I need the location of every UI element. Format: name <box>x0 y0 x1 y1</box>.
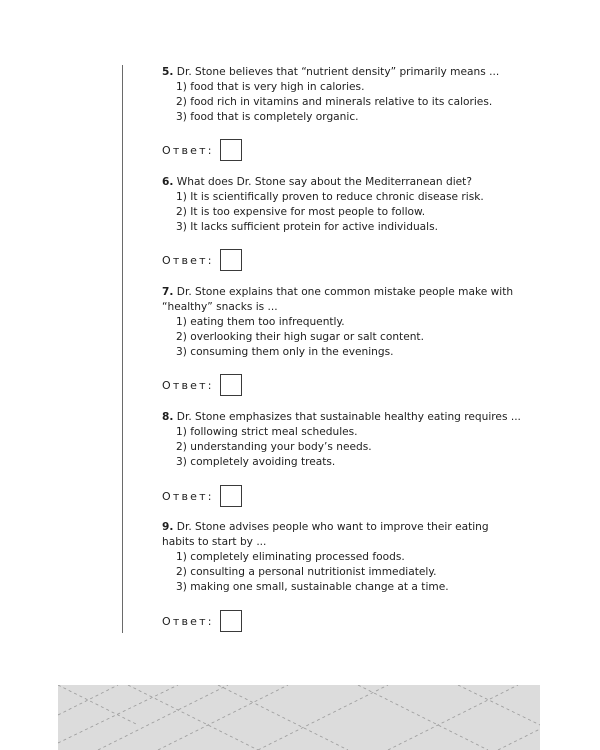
answer-label: Ответ: <box>162 378 214 392</box>
answer-row-9 <box>162 609 242 633</box>
option-list <box>162 315 502 360</box>
answer-row-7 <box>162 373 242 397</box>
answer-box[interactable] <box>220 485 242 507</box>
option-2: 2) food rich in vitamins and minerals relative to its calories. <box>176 96 493 108</box>
option-2: 2) It is too expensive for most people to follow. <box>176 206 426 218</box>
question-number: 5. <box>162 66 174 78</box>
question-number: 9. <box>162 521 174 533</box>
question-stem <box>162 410 521 425</box>
question-6 <box>162 175 502 235</box>
option-3: 3) completely avoiding treats. <box>176 456 336 468</box>
answer-box[interactable] <box>220 374 242 396</box>
question-number: 6. <box>162 176 174 188</box>
question-number: 7. <box>162 286 174 298</box>
question-text: Dr. Stone believes that “nutrient density” primarily means ... <box>176 66 500 78</box>
answer-box[interactable] <box>220 610 242 632</box>
answer-box[interactable] <box>220 249 242 271</box>
question-stem <box>162 65 502 80</box>
question-9 <box>162 520 502 595</box>
option-1: 1) completely eliminating processed foods. <box>176 551 405 563</box>
question-text-continued: “healthy” snacks is ... <box>162 301 278 313</box>
option-1: 1) food that is very high in calories. <box>176 81 365 93</box>
question-number: 8. <box>162 411 174 423</box>
option-list <box>162 425 502 470</box>
question-stem <box>162 175 502 190</box>
question-5 <box>162 65 502 125</box>
option-3: 3) consuming them only in the evenings. <box>176 346 394 358</box>
question-text: Dr. Stone advises people who want to improve their eating <box>176 521 489 533</box>
option-1: 1) It is scientifically proven to reduce chronic disease risk. <box>176 191 484 203</box>
answer-label: Ответ: <box>162 489 214 503</box>
option-list <box>162 80 502 125</box>
question-7 <box>162 285 514 360</box>
question-8 <box>162 410 521 470</box>
question-text-continued: habits to start by ... <box>162 536 267 548</box>
option-3: 3) It lacks sufficient protein for active individuals. <box>176 221 438 233</box>
option-1: 1) following strict meal schedules. <box>176 426 358 438</box>
answer-row-6 <box>162 248 242 272</box>
margin-rule <box>122 65 123 633</box>
footer-decorative-band <box>58 685 540 750</box>
footer-dashed-pattern <box>58 685 540 750</box>
answer-box[interactable] <box>220 139 242 161</box>
answer-row-8 <box>162 484 242 508</box>
answer-label: Ответ: <box>162 253 214 267</box>
question-stem <box>162 285 514 315</box>
answer-label: Ответ: <box>162 614 214 628</box>
question-stem <box>162 520 502 550</box>
answer-label: Ответ: <box>162 143 214 157</box>
option-2: 2) overlooking their high sugar or salt content. <box>176 331 424 343</box>
option-1: 1) eating them too infrequently. <box>176 316 345 328</box>
question-text: Dr. Stone emphasizes that sustainable healthy eating requires ... <box>176 411 521 423</box>
option-2: 2) consulting a personal nutritionist immediately. <box>176 566 437 578</box>
option-list <box>162 550 502 595</box>
question-text: Dr. Stone explains that one common mistake people make with <box>176 286 514 298</box>
option-3: 3) food that is completely organic. <box>176 111 359 123</box>
option-2: 2) understanding your body’s needs. <box>176 441 372 453</box>
question-text: What does Dr. Stone say about the Mediterranean diet? <box>176 176 472 188</box>
option-3: 3) making one small, sustainable change at a time. <box>176 581 449 593</box>
option-list <box>162 190 502 235</box>
answer-row-5 <box>162 138 242 162</box>
